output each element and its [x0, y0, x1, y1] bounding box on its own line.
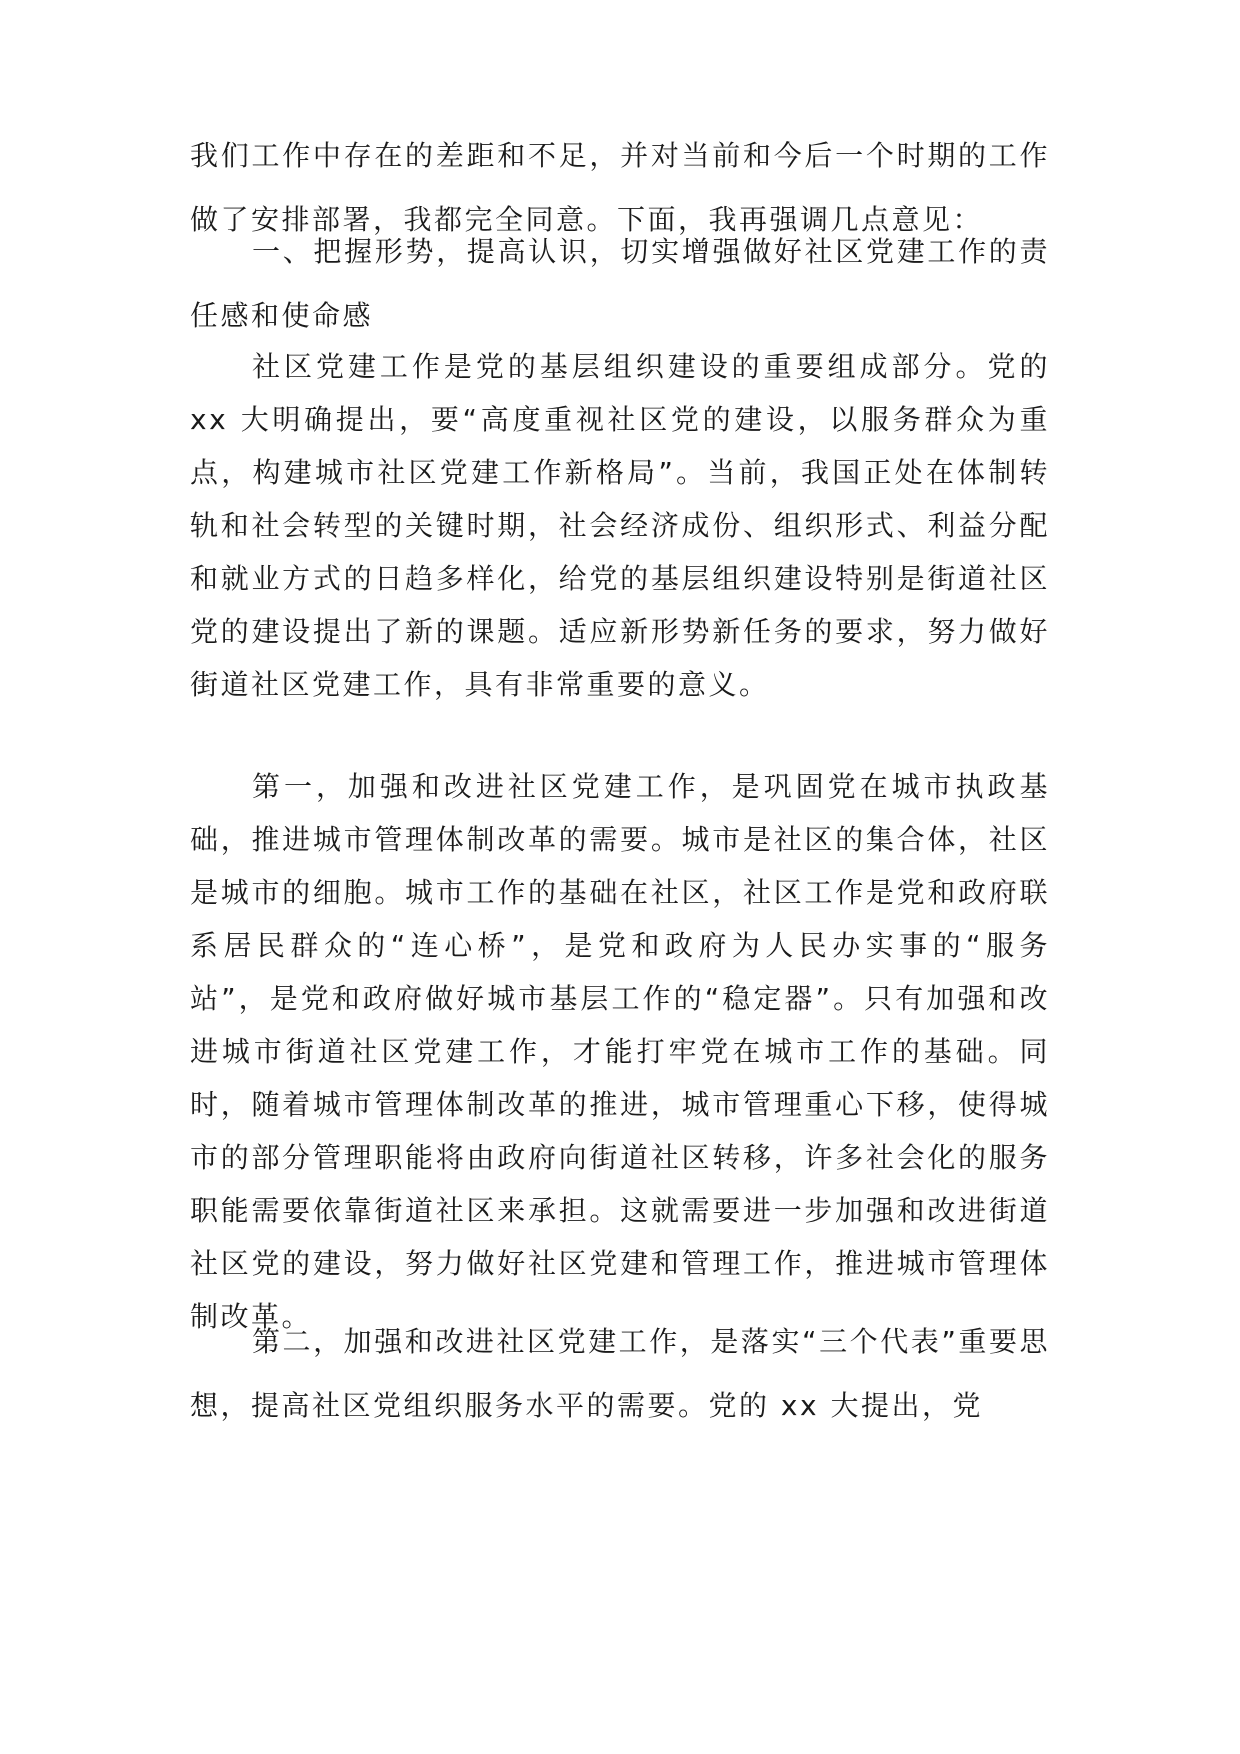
paragraph-body: 社区党建工作是党的基层组织建设的重要组成部分。党的 xx 大明确提出，要“高度重视社区党的建设，以服务群众为重点，构建城市社区党建工作新格局”。当前，我国正处在体制转轨和社会转型的关键时期，社会经济成份、组织形式、利益分配和就业方式的日趋多样化，给党的基层组织建设特别是街道社区党的建设提出了新的课题。适应新形势新任务的要求，努力做好街道社区党建工作，具有非常重要的意义。 — [190, 350, 1050, 701]
paragraph-continuation: 我们工作中存在的差距和不足，并对当前和今后一个时期的工作做了安排部署，我都完全同意。下面，我再强调几点意见： — [190, 139, 1050, 236]
paragraph-body: 第二，加强和改进社区党建工作，是落实“三个代表”重要思想，提高社区党组织服务水平的需要。党的 xx 大提出，党 — [190, 1325, 1050, 1422]
section-heading: 一、把握形势，提高认识，切实增强做好社区党建工作的责任感和使命感 — [190, 235, 1050, 332]
paragraph-body: 第一，加强和改进社区党建工作，是巩固党在城市执政基础，推进城市管理体制改革的需要。城市是社区的集合体，社区是城市的细胞。城市工作的基础在社区，社区工作是党和政府联系居民群众的“连心桥”，是党和政府为人民办实事的“服务站”，是党和政府做好城市基层工作的“稳定器”。只有加强和改进城市街道社区党建工作，才能打牢党在城市工作的基础。同时，随着城市管理体制改革的推进，城市管理重心下移，使得城市的部分管理职能将由政府向街道社区转移，许多社会化的服务职能需要依靠街道社区来承担。这就需要进一步加强和改进街道社区党的建设，努力做好社区党建和管理工作，推进城市管理体制改革。 — [190, 770, 1050, 1333]
